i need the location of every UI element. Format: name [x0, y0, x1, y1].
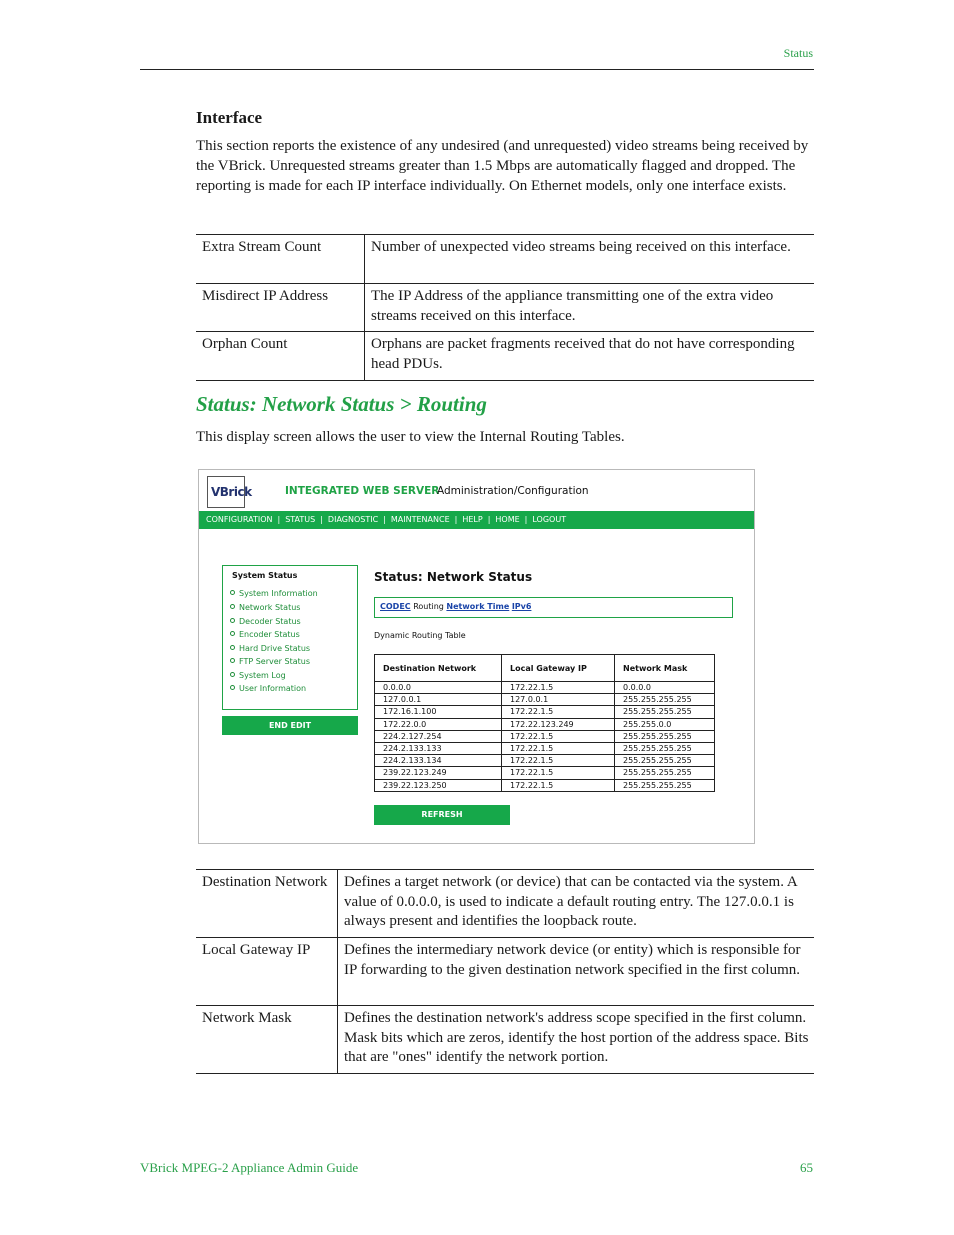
sidebar-item-label: System Information	[239, 589, 318, 598]
nav-status[interactable]: STATUS	[285, 515, 316, 524]
refresh-button[interactable]: REFRESH	[374, 805, 510, 825]
column-header-mask: Network Mask	[615, 655, 715, 682]
definition-cell: Defines the intermediary network device (or entity) which is responsible for IP forwarding to the given destination network specified in the first column.	[338, 938, 815, 1006]
gateway-cell: 172.22.1.5	[502, 730, 615, 742]
sidebar-item-hard-drive-status[interactable]	[230, 644, 310, 653]
bullet-icon	[230, 618, 235, 623]
destination-cell: 172.22.0.0	[375, 718, 502, 730]
nav-separator: |	[487, 515, 491, 524]
sidebar-item-label: Decoder Status	[239, 617, 301, 626]
sidebar-item-label: User Information	[239, 684, 307, 693]
routing-fields-table	[196, 869, 814, 1074]
table-row	[375, 767, 715, 779]
definition-cell: Orphans are packet fragments received that do not have corresponding head PDUs.	[365, 332, 815, 381]
gateway-cell: 172.22.1.5	[502, 706, 615, 718]
interface-definition-table	[196, 234, 814, 381]
sidebar-item-system-information[interactable]	[230, 589, 318, 598]
top-nav-bar	[199, 511, 754, 529]
end-edit-button[interactable]: END EDIT	[222, 716, 358, 735]
header-rule	[140, 69, 814, 70]
dynamic-routing-table	[374, 654, 715, 792]
server-title: INTEGRATED WEB SERVER	[285, 485, 440, 497]
gateway-cell: 172.22.1.5	[502, 767, 615, 779]
tab-ipv6[interactable]: IPv6	[511, 602, 532, 611]
definition-cell: Defines a target network (or device) that can be contacted via the system. A value of 0.0.0.0, is used to indicate a default routing entry. The 127.0.0.1 is always present and identifies the loopback route.	[338, 870, 815, 938]
column-header-destination: Destination Network	[375, 655, 502, 682]
mask-cell: 255.255.255.255	[615, 779, 715, 791]
nav-home[interactable]: HOME	[495, 515, 520, 524]
destination-cell: 224.2.133.133	[375, 742, 502, 754]
server-subtitle: Administration/Configuration	[437, 485, 589, 497]
term-cell: Misdirect IP Address	[196, 284, 365, 332]
sidebar-item-decoder-status[interactable]	[230, 617, 301, 626]
table-row	[375, 779, 715, 791]
mask-cell: 255.255.255.255	[615, 706, 715, 718]
tab-routing[interactable]: Routing	[413, 602, 444, 611]
nav-maintenance[interactable]: MAINTENANCE	[390, 515, 450, 524]
term-cell: Destination Network	[196, 870, 338, 938]
destination-cell: 224.2.133.134	[375, 755, 502, 767]
table-row	[196, 870, 814, 938]
mask-cell: 255.255.0.0	[615, 718, 715, 730]
table-row	[196, 938, 814, 1006]
sidebar-title: System Status	[232, 571, 298, 580]
nav-logout[interactable]: LOGOUT	[532, 515, 567, 524]
table-header-row	[375, 655, 715, 682]
nav-separator: |	[524, 515, 528, 524]
column-header-gateway: Local Gateway IP	[502, 655, 615, 682]
sidebar-item-ftp-server-status[interactable]	[230, 657, 310, 666]
gateway-cell: 127.0.0.1	[502, 694, 615, 706]
network-status-tabs	[374, 597, 733, 618]
footer-title: VBrick MPEG-2 Appliance Admin Guide	[140, 1160, 359, 1175]
tab-codec[interactable]: CODEC	[380, 602, 411, 611]
nav-separator: |	[454, 515, 458, 524]
sidebar-item-label: Encoder Status	[239, 630, 300, 639]
destination-cell: 224.2.127.254	[375, 730, 502, 742]
nav-diagnostic[interactable]: DIAGNOSTIC	[327, 515, 379, 524]
destination-cell: 0.0.0.0	[375, 682, 502, 694]
table-row	[375, 682, 715, 694]
definition-cell: Number of unexpected video streams being received on this interface.	[365, 235, 815, 284]
web-server-screenshot	[198, 469, 755, 844]
nav-help[interactable]: HELP	[462, 515, 483, 524]
nav-configuration[interactable]: CONFIGURATION	[206, 515, 273, 524]
definition-cell: The IP Address of the appliance transmitting one of the extra video streams received on this interface.	[365, 284, 815, 332]
sidebar-item-network-status[interactable]	[230, 603, 300, 612]
nav-separator: |	[320, 515, 323, 524]
definition-cell: Defines the destination network's address scope specified in the first column. Mask bits which are zeros, identify the host portion of the address space. Bits that are "ones" identify the network portion.	[338, 1006, 815, 1074]
page-number: 65	[800, 1160, 813, 1175]
gateway-cell: 172.22.123.249	[502, 718, 615, 730]
bullet-icon	[230, 672, 235, 677]
sidebar-item-label: FTP Server Status	[239, 657, 310, 666]
term-cell: Network Mask	[196, 1006, 338, 1074]
gateway-cell: 172.22.1.5	[502, 682, 615, 694]
gateway-cell: 172.22.1.5	[502, 779, 615, 791]
table-row	[375, 755, 715, 767]
destination-cell: 127.0.0.1	[375, 694, 502, 706]
tab-network-time[interactable]: Network Time	[446, 602, 510, 611]
sidebar-item-user-information[interactable]	[230, 684, 306, 693]
routing-intro-text: This display screen allows the user to view the Internal Routing Tables.	[196, 429, 625, 445]
mask-cell: 255.255.255.255	[615, 742, 715, 754]
table-row	[375, 718, 715, 730]
nav-separator: |	[383, 515, 386, 524]
sidebar-item-label: Network Status	[239, 603, 301, 612]
destination-cell: 239.22.123.249	[375, 767, 502, 779]
section-heading-routing: Status: Network Status > Routing	[196, 392, 487, 416]
gateway-cell: 172.22.1.5	[502, 742, 615, 754]
system-status-sidebar	[222, 565, 358, 710]
term-cell: Orphan Count	[196, 332, 365, 381]
running-header: Status	[783, 46, 813, 60]
bullet-icon	[230, 590, 235, 595]
mask-cell: 255.255.255.255	[615, 730, 715, 742]
sidebar-item-system-log[interactable]	[230, 671, 286, 680]
bullet-icon	[230, 685, 235, 690]
gateway-cell: 172.22.1.5	[502, 755, 615, 767]
sidebar-item-label: Hard Drive Status	[239, 644, 311, 653]
logo-text: VBrick	[211, 485, 252, 499]
table-row	[196, 235, 814, 284]
table-row	[196, 284, 814, 332]
table-row	[375, 706, 715, 718]
sidebar-item-encoder-status[interactable]	[230, 630, 300, 639]
table-row	[375, 730, 715, 742]
term-cell: Extra Stream Count	[196, 235, 365, 284]
destination-cell: 239.22.123.250	[375, 779, 502, 791]
mask-cell: 0.0.0.0	[615, 682, 715, 694]
destination-cell: 172.16.1.100	[375, 706, 502, 718]
bullet-icon	[230, 645, 235, 650]
table-row	[375, 694, 715, 706]
table-row	[375, 742, 715, 754]
vbrick-logo	[207, 476, 252, 508]
table-row	[196, 332, 814, 381]
panel-title: Status: Network Status	[374, 570, 533, 584]
bullet-icon	[230, 631, 235, 636]
term-cell: Local Gateway IP	[196, 938, 338, 1006]
mask-cell: 255.255.255.255	[615, 694, 715, 706]
table-row	[196, 1006, 814, 1074]
mask-cell: 255.255.255.255	[615, 755, 715, 767]
interface-paragraph: This section reports the existence of any undesired (and unrequested) video streams being received by the VBrick. Unrequested streams greater than 1.5 Mbps are automatically flagged and dropped. The reporting is made for each IP interface individually. On Ethernet models, only one interface exists.	[196, 138, 809, 194]
nav-separator: |	[277, 515, 281, 524]
bullet-icon	[230, 604, 235, 609]
nav-items	[206, 515, 566, 524]
sidebar-item-label: System Log	[239, 671, 286, 680]
routing-table-label: Dynamic Routing Table	[374, 631, 466, 640]
bullet-icon	[230, 658, 235, 663]
mask-cell: 255.255.255.255	[615, 767, 715, 779]
section-heading-interface: Interface	[196, 108, 263, 127]
